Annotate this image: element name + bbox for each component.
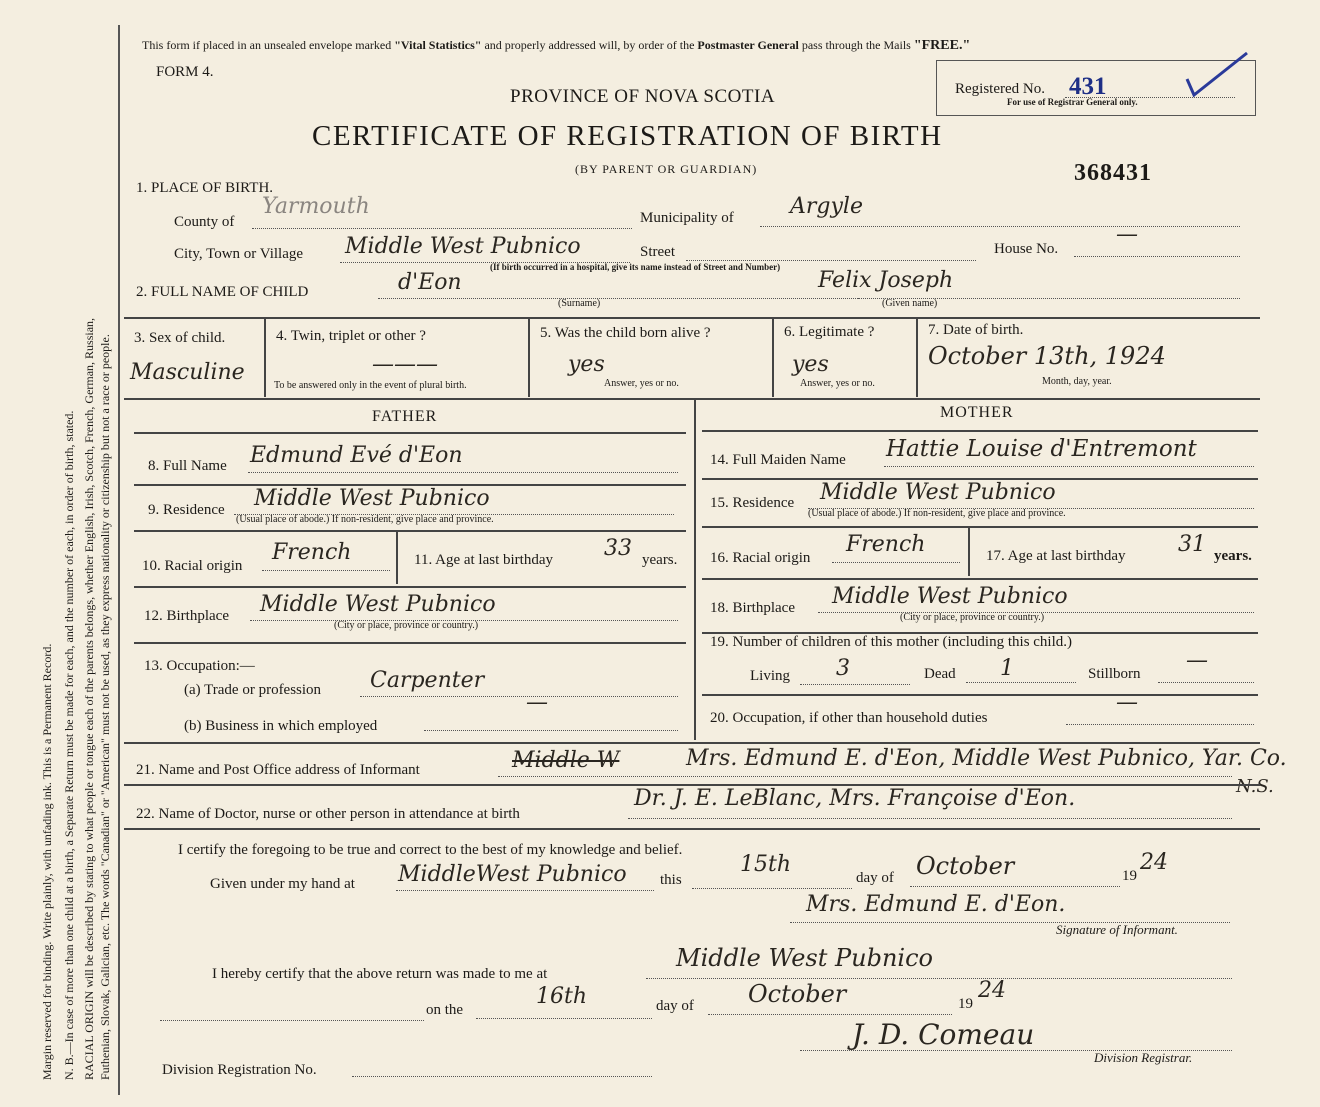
- binding-margin: [0, 0, 118, 1107]
- mother-occupation-line: [1066, 724, 1254, 725]
- mother-rule: [702, 694, 1258, 696]
- margin-note-nationality: Futhenian, Slovak, Galician, etc. The words "Canadian" or "American" must not be used, as they express nationality or citizenship but not a race or people.: [98, 334, 112, 1080]
- certify-statement: I certify the foregoing to be true and correct to the best of my knowledge and belief.: [178, 842, 683, 858]
- city-label: City, Town or Village: [174, 246, 304, 262]
- registrar-note: For use of Registrar General only.: [1007, 97, 1138, 107]
- dead-value: 1: [1000, 656, 1014, 681]
- father-age-label: 11. Age at last birthday: [414, 552, 553, 568]
- street-line: [686, 260, 976, 261]
- father-rule: [134, 642, 686, 644]
- child-name-line: [378, 298, 858, 299]
- dead-line: [966, 682, 1076, 683]
- province-heading: PROVINCE OF NOVA SCOTIA: [510, 86, 776, 107]
- certify-day-value: 15th: [740, 852, 792, 877]
- mother-rule: [702, 526, 1258, 528]
- county-label: County of: [174, 214, 235, 230]
- mailing-notice: [142, 38, 970, 54]
- check-mark-icon: [1182, 49, 1252, 101]
- dob-label: 7. Date of birth.: [928, 322, 1024, 338]
- section-rule: [124, 828, 1260, 830]
- mother-name-label: 14. Full Maiden Name: [710, 452, 846, 468]
- certify-year-prefix: 19: [1122, 868, 1137, 884]
- row3-divider: [916, 319, 918, 397]
- mother-age-label: 17. Age at last birthday: [986, 548, 1126, 564]
- house-label: House No.: [994, 241, 1059, 257]
- father-residence-value: Middle West Pubnico: [254, 486, 490, 511]
- place-of-birth-heading: 1. PLACE OF BIRTH.: [136, 180, 274, 196]
- mother-race-value: French: [846, 532, 926, 557]
- division-registrar-label: Division Registrar.: [1094, 1050, 1193, 1065]
- row3-top-rule: [124, 317, 1260, 319]
- father-name-value: Edmund Evé d'Eon: [250, 443, 463, 468]
- registrar-place-value: Middle West Pubnico: [676, 944, 933, 972]
- sex-label: 3. Sex of child.: [134, 330, 226, 346]
- informant-value-cont: N.S.: [1236, 776, 1274, 797]
- mother-heading: MOTHER: [940, 404, 1014, 421]
- given-place-value: MiddleWest Pubnico: [398, 862, 627, 887]
- informant-signature: Mrs. Edmund E. d'Eon.: [806, 892, 1066, 917]
- certify-day-of-label: day of: [856, 870, 894, 886]
- registrar-month-value: October: [748, 980, 847, 1008]
- notice-free: "FREE.": [913, 38, 971, 53]
- dob-note: Month, day, year.: [1042, 376, 1112, 387]
- mother-residence-value: Middle West Pubnico: [820, 480, 1056, 505]
- informant-value: Mrs. Edmund E. d'Eon, Middle West Pubnico, Yar. Co.: [686, 746, 1287, 771]
- father-years-label: years.: [642, 552, 678, 568]
- mother-race-label: 16. Racial origin: [710, 550, 811, 566]
- registrar-place-line: [646, 978, 1232, 979]
- margin-note-plural-birth: N. B.—In case of more than one child at a birth, a Separate Return must be made for each, and the number of each, in order of birth, stated.: [62, 410, 76, 1080]
- father-residence-note: (Usual place of abode.) If non-resident, give place and province.: [236, 514, 494, 525]
- father-birthplace-value: Middle West Pubnico: [260, 592, 496, 617]
- mother-rule: [702, 578, 1258, 580]
- registrar-day-line: [476, 1018, 652, 1019]
- section-rule: [124, 742, 1260, 744]
- trade-line: [360, 696, 678, 697]
- father-age-value: 33: [604, 536, 632, 561]
- registrar-on-the-label: on the: [426, 1002, 464, 1018]
- certify-month-line: [910, 886, 1120, 887]
- father-residence-label: 9. Residence: [148, 502, 225, 518]
- form-number: FORM 4.: [156, 64, 214, 80]
- living-line: [800, 684, 910, 685]
- notice-text: This form if placed in an unsealed envelope marked: [142, 38, 392, 52]
- registrar-year-prefix: 19: [958, 996, 973, 1012]
- father-race-line: [262, 570, 390, 571]
- father-age-divider: [396, 532, 398, 584]
- father-rule: [134, 432, 686, 434]
- father-rule: [134, 530, 686, 532]
- mother-years-label: years.: [1214, 548, 1252, 564]
- mother-residence-label: 15. Residence: [710, 495, 795, 511]
- row3-divider: [528, 319, 530, 397]
- row3-divider: [264, 319, 266, 397]
- given-name-note: (Given name): [882, 298, 938, 309]
- trade-value: Carpenter: [370, 668, 485, 693]
- father-race-label: 10. Racial origin: [142, 558, 243, 574]
- registrar-signature: J. D. Comeau: [852, 1018, 1035, 1051]
- row3-divider: [772, 319, 774, 397]
- registrar-day-of-label: day of: [656, 998, 694, 1014]
- registered-label: Registered No.: [955, 81, 1045, 97]
- business-line: [424, 730, 678, 731]
- legitimate-label: 6. Legitimate ?: [784, 324, 875, 340]
- given-place-line: [396, 890, 654, 891]
- mother-name-line: [884, 466, 1254, 467]
- notice-text: pass through the Mails: [801, 38, 911, 52]
- notice-vital-statistics: "Vital Statistics": [394, 38, 482, 52]
- born-alive-note: Answer, yes or no.: [604, 378, 679, 389]
- registrar-month-line: [708, 1014, 952, 1015]
- street-label: Street: [640, 244, 675, 260]
- serial-number: 368431: [1074, 160, 1152, 186]
- trade-label: (a) Trade or profession: [184, 682, 322, 698]
- doctor-label: 22. Name of Doctor, nurse or other person in attendance at birth: [136, 806, 520, 822]
- mother-birthplace-label: 18. Birthplace: [710, 600, 795, 616]
- legitimate-note: Answer, yes or no.: [800, 378, 875, 389]
- house-value: —: [1116, 222, 1138, 247]
- informant-struck-text: Middle W: [512, 748, 620, 773]
- surname-note: (Surname): [558, 298, 601, 309]
- born-alive-label: 5. Was the child born alive ?: [540, 325, 711, 341]
- mother-birthplace-value: Middle West Pubnico: [832, 584, 1068, 609]
- registrar-left-line: [160, 1020, 424, 1021]
- living-label: Living: [750, 668, 790, 684]
- county-value: Yarmouth: [262, 194, 370, 219]
- mother-race-line: [832, 562, 960, 563]
- child-name-label: 2. FULL NAME OF CHILD: [136, 284, 309, 300]
- registered-number: 431: [1069, 73, 1107, 100]
- sex-value: Masculine: [130, 360, 245, 385]
- business-value: —: [526, 690, 548, 715]
- father-birthplace-note: (City or place, province or country.): [334, 620, 479, 631]
- hospital-note: (If birth occurred in a hospital, give its name instead of Street and Number): [490, 262, 781, 272]
- house-line: [1074, 256, 1240, 257]
- twin-value: ———: [372, 352, 438, 377]
- doctor-value: Dr. J. E. LeBlanc, Mrs. Françoise d'Eon.: [634, 786, 1076, 811]
- father-name-label: 8. Full Name: [148, 458, 227, 474]
- children-count-label: 19. Number of children of this mother (including this child.): [710, 634, 1073, 650]
- notice-text: and properly addressed will, by order of the: [484, 38, 695, 52]
- child-given-name: Felix Joseph: [818, 268, 954, 293]
- father-race-value: French: [272, 540, 352, 565]
- signature-of-informant-label: Signature of Informant.: [1056, 922, 1178, 937]
- stillborn-label: Stillborn: [1088, 666, 1141, 682]
- municipality-value: Argyle: [790, 194, 863, 219]
- column-divider: [694, 400, 696, 740]
- registrar-year-value: 24: [978, 978, 1006, 1003]
- this-label: this: [660, 872, 682, 888]
- mother-birthplace-note: (City or place, province or country.): [900, 612, 1045, 623]
- stillborn-value: —: [1186, 648, 1208, 673]
- division-registration-line: [352, 1076, 652, 1077]
- business-label: (b) Business in which employed: [184, 718, 378, 734]
- mother-age-value: 31: [1178, 532, 1206, 557]
- doctor-line: [628, 818, 1232, 819]
- margin-note-binding: Margin reserved for binding. Write plainly, with unfading ink. This is a Permanent Record.: [40, 643, 54, 1080]
- city-value: Middle West Pubnico: [345, 234, 581, 259]
- given-under-hand-label: Given under my hand at: [210, 876, 355, 892]
- dob-value: October 13th, 1924: [928, 342, 1166, 370]
- child-surname: d'Eon: [398, 270, 462, 295]
- father-birthplace-label: 12. Birthplace: [144, 608, 229, 624]
- legitimate-value: yes: [792, 352, 829, 377]
- dead-label: Dead: [924, 666, 956, 682]
- row3-bottom-rule: [124, 398, 1260, 400]
- mother-age-divider: [968, 528, 970, 576]
- municipality-line: [760, 226, 1240, 227]
- mother-occupation-label: 20. Occupation, if other than household duties: [710, 710, 988, 726]
- certificate-subtitle: (BY PARENT OR GUARDIAN): [575, 162, 758, 176]
- margin-note-racial-origin: RACIAL ORIGIN will be described by stating to what people or tongue each of the parents belongs, whether English, Irish, Scotch, French, German, Russian,: [82, 317, 96, 1080]
- living-value: 3: [836, 656, 850, 681]
- father-name-line: [248, 472, 678, 473]
- registrar-day-value: 16th: [536, 984, 588, 1009]
- stillborn-line: [1158, 682, 1254, 683]
- twin-note: To be answered only in the event of plural birth.: [274, 380, 467, 391]
- occupation-label: 13. Occupation:—: [144, 658, 255, 674]
- informant-line: [498, 776, 1232, 777]
- notice-postmaster: Postmaster General: [697, 38, 799, 52]
- father-heading: FATHER: [372, 408, 438, 425]
- certify-year-value: 24: [1140, 850, 1168, 875]
- father-rule: [134, 586, 686, 588]
- margin-rule: [118, 25, 120, 1095]
- certify-month-value: October: [916, 852, 1015, 880]
- born-alive-value: yes: [568, 352, 605, 377]
- twin-label: 4. Twin, triplet or other ?: [276, 328, 426, 344]
- mother-residence-note: (Usual place of abode.) If non-resident, give place and province.: [808, 508, 1066, 519]
- certificate-title: CERTIFICATE OF REGISTRATION OF BIRTH: [312, 120, 943, 152]
- informant-label: 21. Name and Post Office address of Informant: [136, 762, 420, 778]
- mother-occupation-value: —: [1116, 690, 1138, 715]
- certify-day-line: [692, 888, 852, 889]
- registrar-statement: I hereby certify that the above return was made to me at: [212, 966, 548, 982]
- registered-number-box: [936, 60, 1256, 116]
- mother-rule: [702, 430, 1258, 432]
- county-line: [252, 228, 632, 229]
- municipality-label: Municipality of: [640, 210, 734, 226]
- mother-name-value: Hattie Louise d'Entremont: [886, 436, 1197, 462]
- division-registration-label: Division Registration No.: [162, 1062, 317, 1078]
